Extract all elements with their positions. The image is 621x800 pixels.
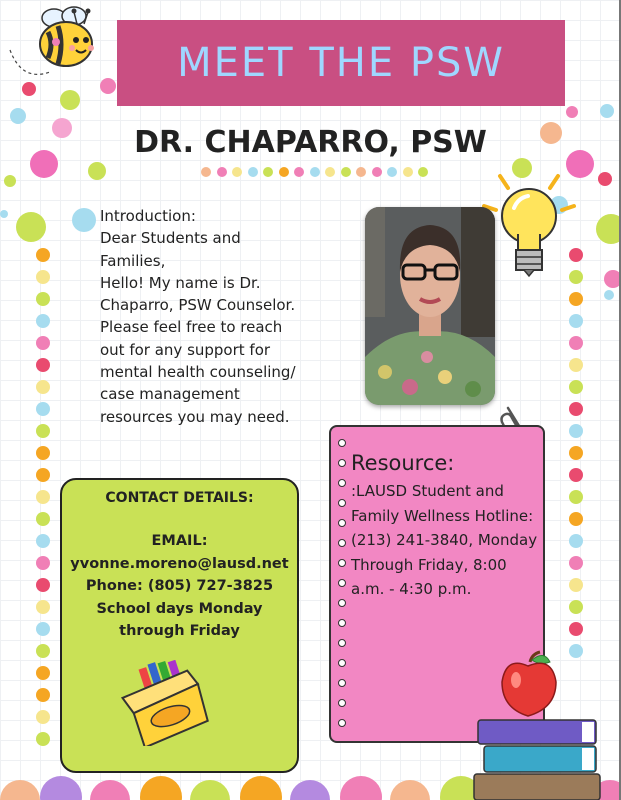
- title-banner: [117, 20, 565, 106]
- confetti-dot: [0, 780, 40, 800]
- email-address[interactable]: yvonne.moreno@lausd.net: [70, 555, 289, 572]
- confetti-dot: [36, 666, 50, 680]
- confetti-dot: [341, 167, 351, 177]
- confetti-dot: [372, 167, 382, 177]
- confetti-dot: [418, 167, 428, 177]
- confetti-dot: [36, 424, 50, 438]
- confetti-dot: [40, 776, 82, 800]
- confetti-dot: [90, 780, 130, 800]
- bee-icon: [2, 2, 112, 92]
- binding-hole: [338, 519, 346, 527]
- confetti-dot: [36, 380, 50, 394]
- confetti-dot: [569, 336, 583, 350]
- binding-hole: [338, 659, 346, 667]
- confetti-dot: [569, 424, 583, 438]
- confetti-dot: [72, 208, 96, 232]
- page-title: MEET THE PSW: [177, 40, 505, 86]
- confetti-dot: [4, 175, 16, 187]
- crayon-box-icon: [108, 660, 216, 746]
- phone-number: Phone: (805) 727-3825: [85, 578, 274, 594]
- confetti-dot: [36, 402, 50, 416]
- confetti-dot: [604, 270, 621, 288]
- confetti-dot: [201, 167, 211, 177]
- email-label: EMAIL:: [151, 533, 208, 549]
- binding-hole: [338, 539, 346, 547]
- binding-hole: [338, 599, 346, 607]
- confetti-dot: [36, 622, 50, 636]
- contact-title: CONTACT DETAILS:: [105, 490, 254, 506]
- confetti-dot: [569, 556, 583, 570]
- counselor-photo: [365, 207, 495, 405]
- binding-hole: [338, 719, 346, 727]
- confetti-dot: [36, 248, 50, 262]
- binding-hole: [338, 499, 346, 507]
- confetti-dot: [36, 644, 50, 658]
- apple-books-icon: [470, 650, 610, 800]
- introduction-text: Introduction: Dear Students and Families, Hello! My name is Dr. Chaparro, PSW Counselor. Please feel free to reach out for any support for mental health counseling/ case management resources you may need.: [100, 207, 296, 426]
- confetti-dot: [569, 380, 583, 394]
- confetti-dot: [36, 688, 50, 702]
- confetti-dot: [279, 167, 289, 177]
- confetti-dot: [294, 167, 304, 177]
- confetti-dot: [569, 358, 583, 372]
- confetti-dot: [387, 167, 397, 177]
- confetti-dot: [36, 490, 50, 504]
- binding-hole: [338, 699, 346, 707]
- confetti-dot: [569, 314, 583, 328]
- confetti-dot: [248, 167, 258, 177]
- resource-text: :LAUSD Student and Family Wellness Hotline: (213) 241-3840, Monday Through Friday, 8:00 a.m. - 4:30 p.m.: [351, 482, 538, 598]
- confetti-dot: [0, 210, 8, 218]
- confetti-dot: [403, 167, 413, 177]
- confetti-dot: [569, 534, 583, 548]
- confetti-dot: [390, 780, 430, 800]
- binding-hole: [338, 639, 346, 647]
- binding-hole: [338, 579, 346, 587]
- confetti-dot: [36, 556, 50, 570]
- binding-hole: [338, 439, 346, 447]
- confetti-dot: [596, 214, 621, 244]
- confetti-dot: [569, 468, 583, 482]
- confetti-dot: [36, 336, 50, 350]
- confetti-dot: [569, 622, 583, 636]
- confetti-dot: [36, 446, 50, 460]
- confetti-dot: [140, 776, 182, 800]
- confetti-dot: [36, 468, 50, 482]
- confetti-dot: [310, 167, 320, 177]
- binding-hole: [338, 459, 346, 467]
- confetti-dot: [60, 90, 80, 110]
- confetti-dot: [16, 212, 46, 242]
- confetti-dot: [36, 314, 50, 328]
- confetti-dot: [569, 512, 583, 526]
- confetti-dot: [217, 167, 227, 177]
- confetti-dot: [604, 290, 614, 300]
- confetti-dot: [36, 600, 50, 614]
- confetti-dot: [569, 446, 583, 460]
- confetti-dot: [569, 402, 583, 416]
- confetti-dot: [263, 167, 273, 177]
- confetti-dot: [598, 172, 612, 186]
- resource-title: Resource:: [351, 451, 455, 475]
- confetti-dot: [566, 106, 578, 118]
- confetti-dot: [10, 108, 26, 124]
- school-days-line-1: School days Monday: [96, 600, 263, 617]
- binding-hole: [338, 479, 346, 487]
- confetti-dot: [36, 578, 50, 592]
- confetti-dot: [36, 710, 50, 724]
- binding-hole: [338, 619, 346, 627]
- confetti-dot: [232, 167, 242, 177]
- confetti-dot: [569, 490, 583, 504]
- confetti-dot: [569, 292, 583, 306]
- confetti-dot: [325, 167, 335, 177]
- confetti-dot: [569, 578, 583, 592]
- confetti-dot: [88, 162, 106, 180]
- confetti-dot: [356, 167, 366, 177]
- binding-hole: [338, 559, 346, 567]
- confetti-dot: [290, 780, 330, 800]
- confetti-dot: [36, 270, 50, 284]
- confetti-dot: [36, 732, 50, 746]
- confetti-dot: [190, 780, 230, 800]
- school-days-line-2: through Friday: [119, 623, 240, 639]
- confetti-dot: [36, 292, 50, 306]
- confetti-dot: [340, 776, 382, 800]
- confetti-dot: [240, 776, 282, 800]
- confetti-dot: [569, 600, 583, 614]
- counselor-name: DR. CHAPARRO, PSW: [134, 125, 487, 160]
- confetti-dot: [600, 104, 614, 118]
- confetti-dot: [36, 358, 50, 372]
- binding-hole: [338, 679, 346, 687]
- confetti-dot: [36, 512, 50, 526]
- confetti-dot: [36, 534, 50, 548]
